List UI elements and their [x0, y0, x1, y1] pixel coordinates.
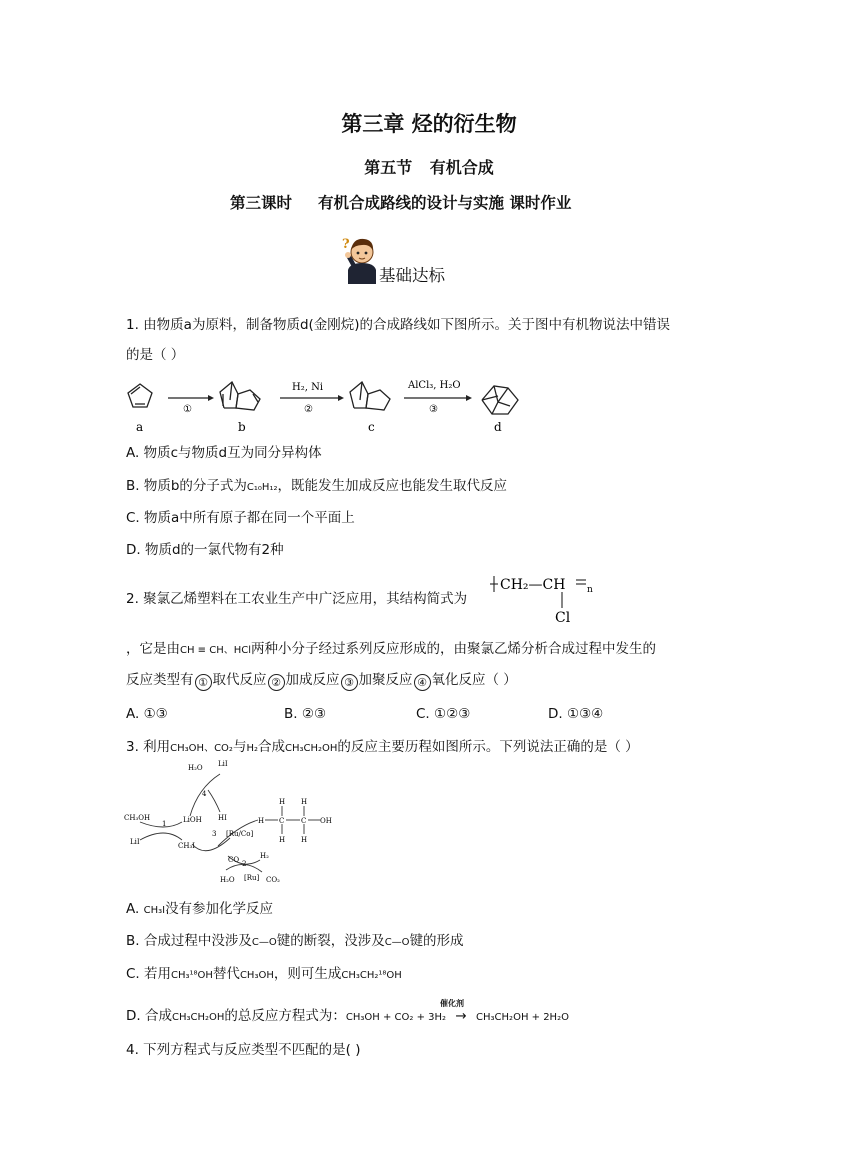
q3-option-d — [126, 999, 569, 1027]
cycle-step2: 2 — [242, 860, 247, 868]
q2-option-c: C. ①②③ — [416, 706, 471, 722]
cycle-lioh: LiOH — [183, 816, 202, 824]
q3-d-arrow: → — [455, 1008, 467, 1024]
q3-a-formula: CH₃I — [143, 905, 166, 916]
type-substitution: 取代反应 — [212, 672, 267, 688]
q3-a-text: 没有参加化学反应 — [165, 901, 274, 917]
q2-line3 — [126, 671, 517, 691]
q3-l1-d: H₂ — [246, 743, 258, 754]
circled-3: ③ — [341, 674, 358, 691]
molecule-b — [220, 382, 260, 410]
eth-h-bot2: H — [301, 836, 308, 844]
q2-options — [126, 705, 646, 725]
lesson-title-part2: 有机合成路线的设计与实施 课时作业 — [318, 193, 572, 212]
q3-d-lhs: CH₃OH + CO₂ + 3H₂ — [345, 1012, 447, 1023]
q2-line2-pre: ，它是由 — [126, 641, 180, 657]
thinking-boy-icon — [340, 234, 382, 284]
molecule-c — [350, 382, 390, 410]
q2-option-d: D. ①③④ — [548, 706, 604, 722]
type-oxidation: 氧化反应 — [431, 672, 486, 688]
q3-b-mid: 键的断裂，没涉及 — [276, 933, 385, 949]
step-2-reagent: H₂, Ni — [292, 382, 324, 393]
circled-4: ④ — [414, 674, 431, 691]
q2-line2-post: 两种小分子经过系列反应形成的，由聚氯乙烯分析合成过程中发生的 — [251, 641, 657, 657]
q3-c-mid2: ，则可生成 — [273, 966, 342, 982]
step-2-label: ② — [304, 404, 313, 415]
label-a: a — [136, 420, 144, 434]
cycle-h2: H₂ — [260, 852, 269, 860]
step-3-label: ③ — [429, 404, 438, 415]
molecule-a — [128, 384, 152, 407]
cycle-co2: CO₂ — [266, 876, 280, 884]
pvc-main-chain: CH₂—CH — [500, 577, 566, 593]
lesson-title-part1: 第三课时 — [230, 193, 293, 212]
q3-d-mid: 的总反应方程式为： — [224, 1008, 346, 1024]
q2-line3-post: （ ） — [485, 672, 517, 688]
eth-h-top1: H — [279, 798, 286, 806]
q1-option-d: D. 物质d的一氯代物有2种 — [126, 542, 284, 558]
pvc-chlorine: Cl — [555, 610, 571, 626]
eth-oh: OH — [320, 817, 332, 825]
q3-c-f3: CH₃CH₂¹⁸OH — [341, 970, 402, 981]
q3-l1-f: CH₃CH₂OH — [284, 743, 338, 754]
q1-option-b-post: ，既能发生加成反应也能发生取代反应 — [277, 478, 507, 494]
ethanol-structure — [265, 806, 320, 834]
q1-option-a: A. 物质c与物质d互为同分异构体 — [126, 445, 322, 461]
pvc-subscript-n: n — [587, 585, 593, 595]
q3-l1-b: CH₃OH、CO₂ — [170, 743, 233, 754]
q3-option-c — [126, 965, 402, 985]
pvc-structure — [490, 568, 610, 628]
eth-c2: C — [301, 817, 307, 825]
q3-l1-g: 的反应主要历程如图所示。下列说法正确的是（ ） — [337, 739, 639, 755]
cycle-step3: 3 — [212, 830, 217, 838]
label-b: b — [238, 420, 246, 434]
circled-2: ② — [268, 674, 285, 691]
q3-d-rhs: CH₃CH₂OH + 2H₂O — [476, 1012, 569, 1023]
q3-d-arrow-wrap — [440, 999, 476, 1025]
eth-h-bot1: H — [279, 836, 286, 844]
q2-option-a: A. ①③ — [126, 706, 168, 722]
cycle-h2o-bottom: H₂O — [220, 876, 235, 884]
label-d: d — [494, 420, 502, 434]
cycle-ch3oh: CH₃OH — [124, 814, 151, 822]
cycle-h2o: H₂O — [188, 764, 203, 772]
molecule-d — [482, 386, 518, 414]
eth-h-top2: H — [301, 798, 308, 806]
cycle-lii-top: LiI — [218, 760, 228, 768]
q3-b-bond1: C—O — [251, 937, 277, 948]
q3-d-catalyst: 催化剂 — [440, 999, 465, 1008]
q2-reactants: CH ≡ CH、HCl — [180, 645, 252, 656]
section-heading: 基础达标 — [379, 266, 445, 285]
eth-c1: C — [279, 817, 285, 825]
q1-option-b-formula: C₁₀H₁₂ — [246, 482, 278, 493]
cycle-lii: LiI — [130, 838, 140, 846]
lesson-title — [230, 191, 571, 213]
cycle-hi: HI — [218, 814, 227, 822]
q1-option-b-pre: B. 物质b的分子式为 — [126, 478, 247, 494]
q3-option-b — [126, 932, 464, 952]
q1-line1: 1. 由物质a为原料，制备物质d(金刚烷)的合成路线如下图所示。关于图中有机物说法中错误 — [126, 317, 671, 333]
q1-synthesis-scheme — [120, 372, 520, 438]
q3-b-pre: B. 合成过程中没涉及 — [126, 933, 252, 949]
q3-c-f2: CH₃OH — [239, 970, 274, 981]
type-addition: 加成反应 — [285, 672, 340, 688]
q3-option-a — [126, 900, 273, 920]
q3-l1-a: 3. 利用 — [126, 739, 171, 755]
q3-a-pre: A. — [126, 901, 140, 917]
q3-l1-c: 与 — [232, 739, 247, 755]
cycle-ru: [Ru] — [244, 874, 260, 882]
q1-option-b — [126, 477, 507, 497]
circled-1: ① — [195, 674, 212, 691]
q2-line2 — [126, 640, 656, 660]
step-1-label: ① — [183, 404, 192, 415]
q3-line1 — [126, 738, 639, 758]
q2-line3-pre: 反应类型有 — [126, 672, 194, 688]
q1-option-c: C. 物质a中所有原子都在同一个平面上 — [126, 510, 355, 526]
q3-c-pre: C. 若用 — [126, 966, 172, 982]
q3-l1-e: 合成 — [257, 739, 285, 755]
cycle-co: CO — [228, 856, 240, 864]
eth-h-left: H — [258, 817, 265, 825]
section-title: 第五节 有机合成 — [364, 158, 494, 177]
type-addition-polymerization: 加聚反应 — [358, 672, 413, 688]
cycle-step1: 1 — [162, 820, 167, 828]
q2-option-b: B. ②③ — [284, 706, 327, 722]
q3-d-f1: CH₃CH₂OH — [171, 1012, 225, 1023]
cycle-ch3i: CH₃I — [178, 842, 196, 850]
q3-b-bond2: C—O — [384, 937, 410, 948]
chapter-title: 第三章 烃的衍生物 — [341, 111, 517, 136]
q3-b-post: 键的形成 — [409, 933, 464, 949]
cycle-step4: 4 — [202, 790, 207, 798]
q3-reaction-cycle — [120, 760, 330, 890]
q3-d-pre: D. 合成 — [126, 1008, 172, 1024]
q3-c-mid: 替代 — [212, 966, 240, 982]
step-3-reagent: AlCl₃, H₂O — [408, 380, 461, 391]
q3-c-f1: CH₃¹⁸OH — [171, 970, 213, 981]
label-c: c — [368, 420, 375, 434]
svg-text:?: ? — [342, 237, 350, 252]
q1-line2: 的是（ ） — [126, 347, 185, 363]
q4-line1: 4. 下列方程式与反应类型不匹配的是( ) — [126, 1042, 361, 1058]
q2-line1: 2. 聚氯乙烯塑料在工农业生产中广泛应用，其结构简式为 — [126, 591, 468, 607]
cycle-ruco: [Ru/Co] — [226, 830, 254, 838]
